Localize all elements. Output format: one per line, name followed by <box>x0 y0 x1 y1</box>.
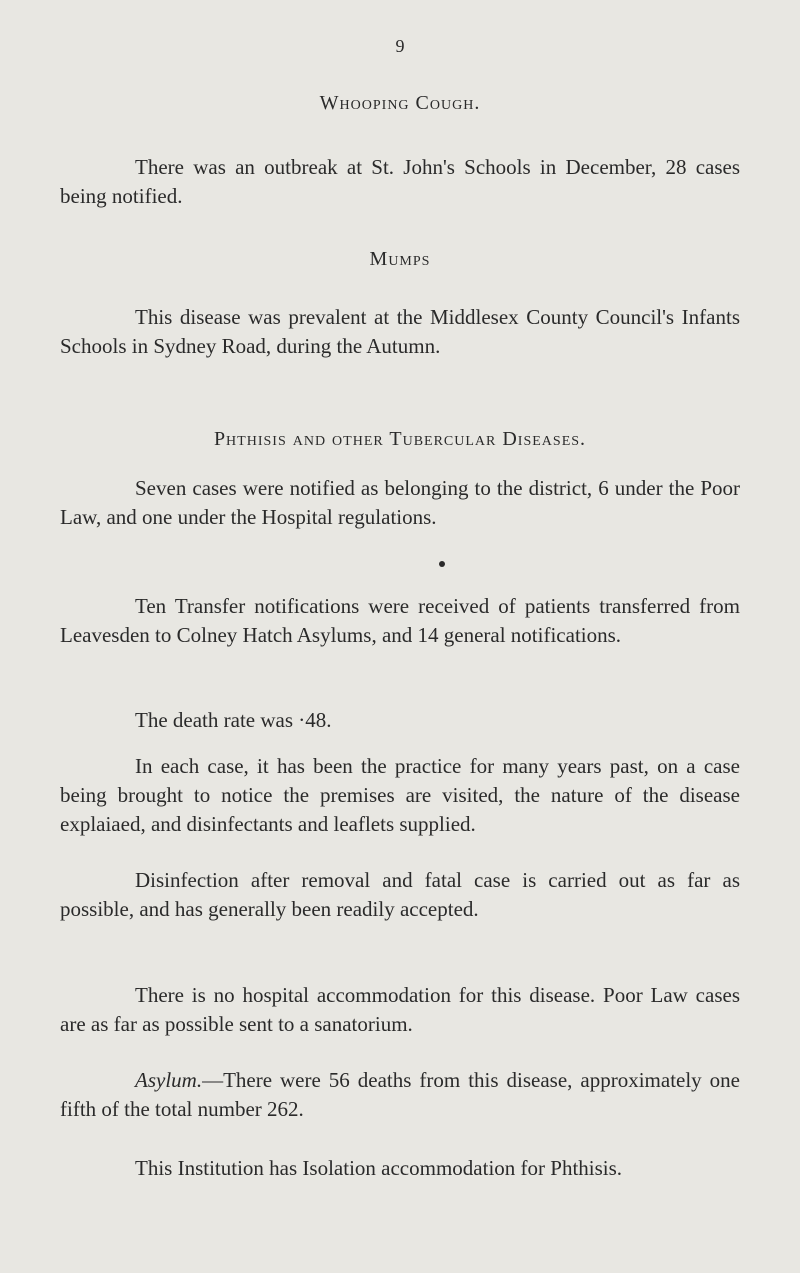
paragraph-practice: In each case, it has been the practice for many years past, on a case being brought to notice the premises are visited, the nature of the disease explaiaed, and disinfectants and leaflets supplied. <box>60 754 740 836</box>
paragraph-asylum <box>60 1066 740 1124</box>
paragraph-death-rate: The death rate was ·48. <box>135 708 332 732</box>
asylum-label: Asylum. <box>135 1068 203 1092</box>
paragraph-mumps: This disease was prevalent at the Middlesex County Council's Infants Schools in Sydney Road, during the Autumn. <box>60 305 740 358</box>
stray-mark <box>439 561 445 567</box>
paragraph-isolation: This Institution has Isolation accommodation for Phthisis. <box>135 1156 623 1180</box>
paragraph-transfer-notifications: Ten Transfer notifications were received of patients transferred from Leavesden to Colney Hatch Asylums, and 14 general notifications. <box>60 594 740 647</box>
heading-phthisis: Phthisis and other Tubercular Diseases. <box>213 428 587 450</box>
asylum-text: —There were 56 deaths from this disease, approximately one fifth of the total number 262. <box>60 1068 740 1121</box>
heading-mumps: Mumps <box>369 248 431 270</box>
paragraph-disinfection: Disinfection after removal and fatal case is carried out as far as possible, and has generally been readily accepted. <box>60 868 740 921</box>
paragraph-phthisis-notified: Seven cases were notified as belonging to the district, 6 under the Poor Law, and one under the Hospital regulations. <box>60 476 740 529</box>
paragraph-whooping-cough: There was an outbreak at St. John's Schools in December, 28 cases being notified. <box>60 155 740 208</box>
page-number: 9 <box>395 36 405 56</box>
paragraph-hospital-accommodation: There is no hospital accommodation for this disease. Poor Law cases are as far as possible sent to a sanatorium. <box>60 983 740 1036</box>
heading-whooping-cough: Whooping Cough. <box>319 92 481 114</box>
